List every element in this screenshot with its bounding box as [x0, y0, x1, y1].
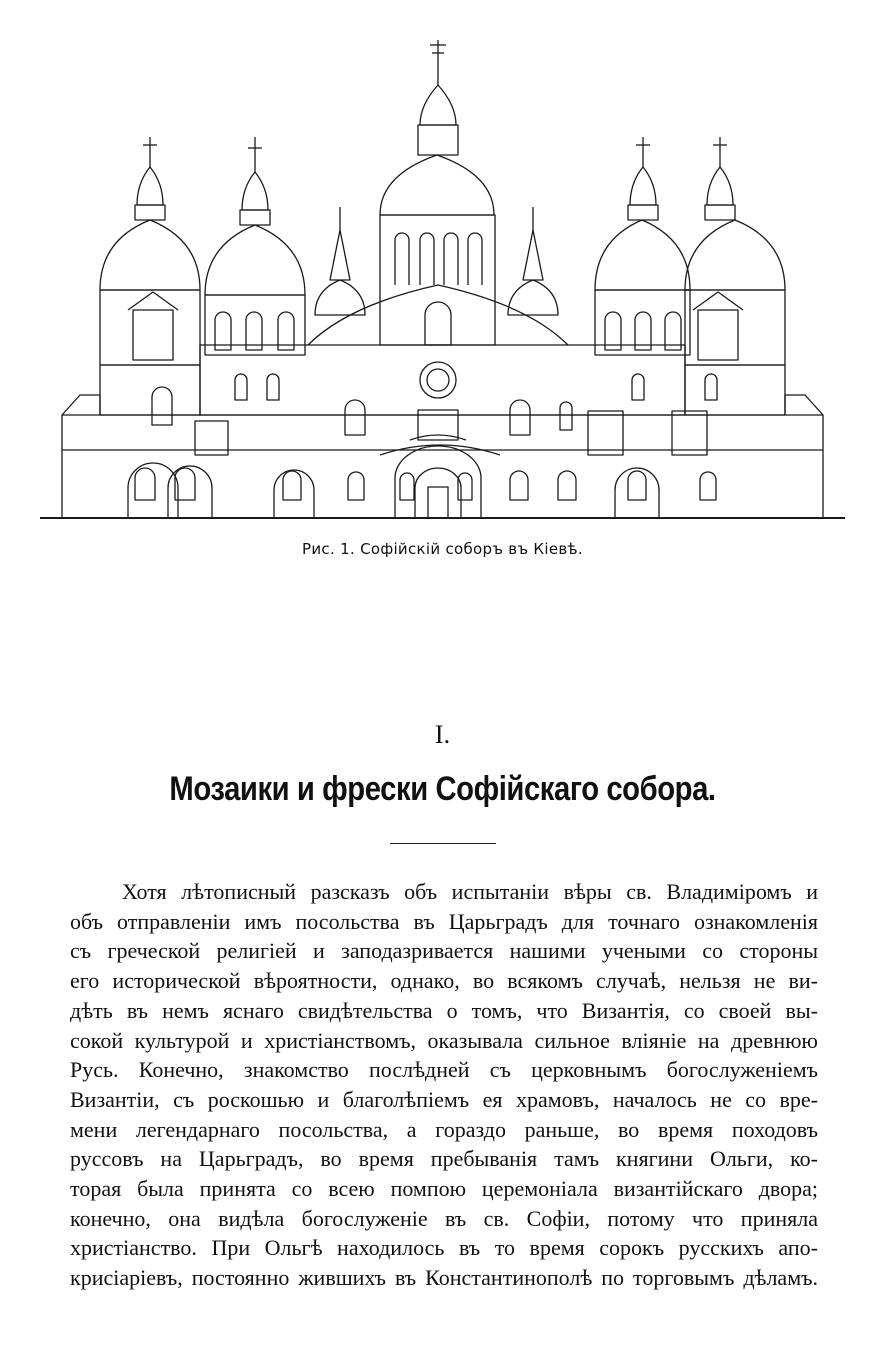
small-spires: [315, 207, 558, 315]
text-line: сокой культурой и христіанствомъ, оказывала сильное вліяніе на древнюю: [70, 1027, 818, 1053]
central-dome: [308, 40, 568, 345]
text-line: его исторической вѣроятности, однако, во всякомъ случаѣ, нельзя не ви-: [70, 968, 818, 994]
text-line: торая была принята со всею помпою церемоніала византійскаго двора;: [70, 1176, 818, 1202]
text-line: съ греческой религіей и заподазривается нашими учеными со стороны: [70, 938, 818, 964]
text-line: крисіаріевъ, постоянно жившихъ въ Константинополѣ по торговымъ дѣламъ.: [70, 1265, 818, 1291]
right-domes: [595, 137, 785, 365]
lower-walls: [62, 345, 823, 518]
section-number: I.: [434, 720, 451, 749]
text-line: Византіи, съ роскошью и благолѣпіемъ ея храмовъ, началось не со вре-: [70, 1086, 818, 1112]
text-line: дѣть въ немъ яснаго свидѣтельства о томъ, что Византія, со своей вы-: [70, 997, 818, 1023]
title-divider: [390, 843, 496, 844]
body-paragraph: [70, 877, 818, 1293]
middle-windows: [152, 362, 717, 435]
cathedral-illustration: [40, 25, 845, 525]
text-line: объ отправленіи имъ посольства въ Царьградъ для точнаго ознакомленія: [70, 908, 818, 934]
text-line: Русь. Конечно, знакомство послѣдней съ церковнымъ богослуженіемъ: [70, 1057, 818, 1083]
text-line: христіанство. При Ольгѣ находилось въ то время сорокъ русскихъ апо-: [70, 1235, 818, 1261]
text-line: руссовъ на Царьградъ, во время пребыванія тамъ княгини Ольги, ко-: [70, 1146, 818, 1172]
chapter-title: Мозаики и фрески Софійскаго собора.: [169, 770, 716, 808]
text-line: Хотя лѣтописный разсказъ объ испытаніи вѣры св. Владиміромъ и: [122, 879, 818, 904]
figure-caption: Рис. 1. Софійскій соборъ въ Кіевѣ.: [302, 540, 583, 558]
central-portal: [380, 410, 500, 518]
lower-windows: [128, 463, 716, 518]
text-line: конечно, она видѣла богослуженіе въ св. Софіи, потому что приняла: [70, 1205, 818, 1231]
text-line: мени легендарнаго посольства, а гораздо раньше, во время походовъ: [70, 1116, 818, 1142]
left-domes: [100, 137, 305, 365]
